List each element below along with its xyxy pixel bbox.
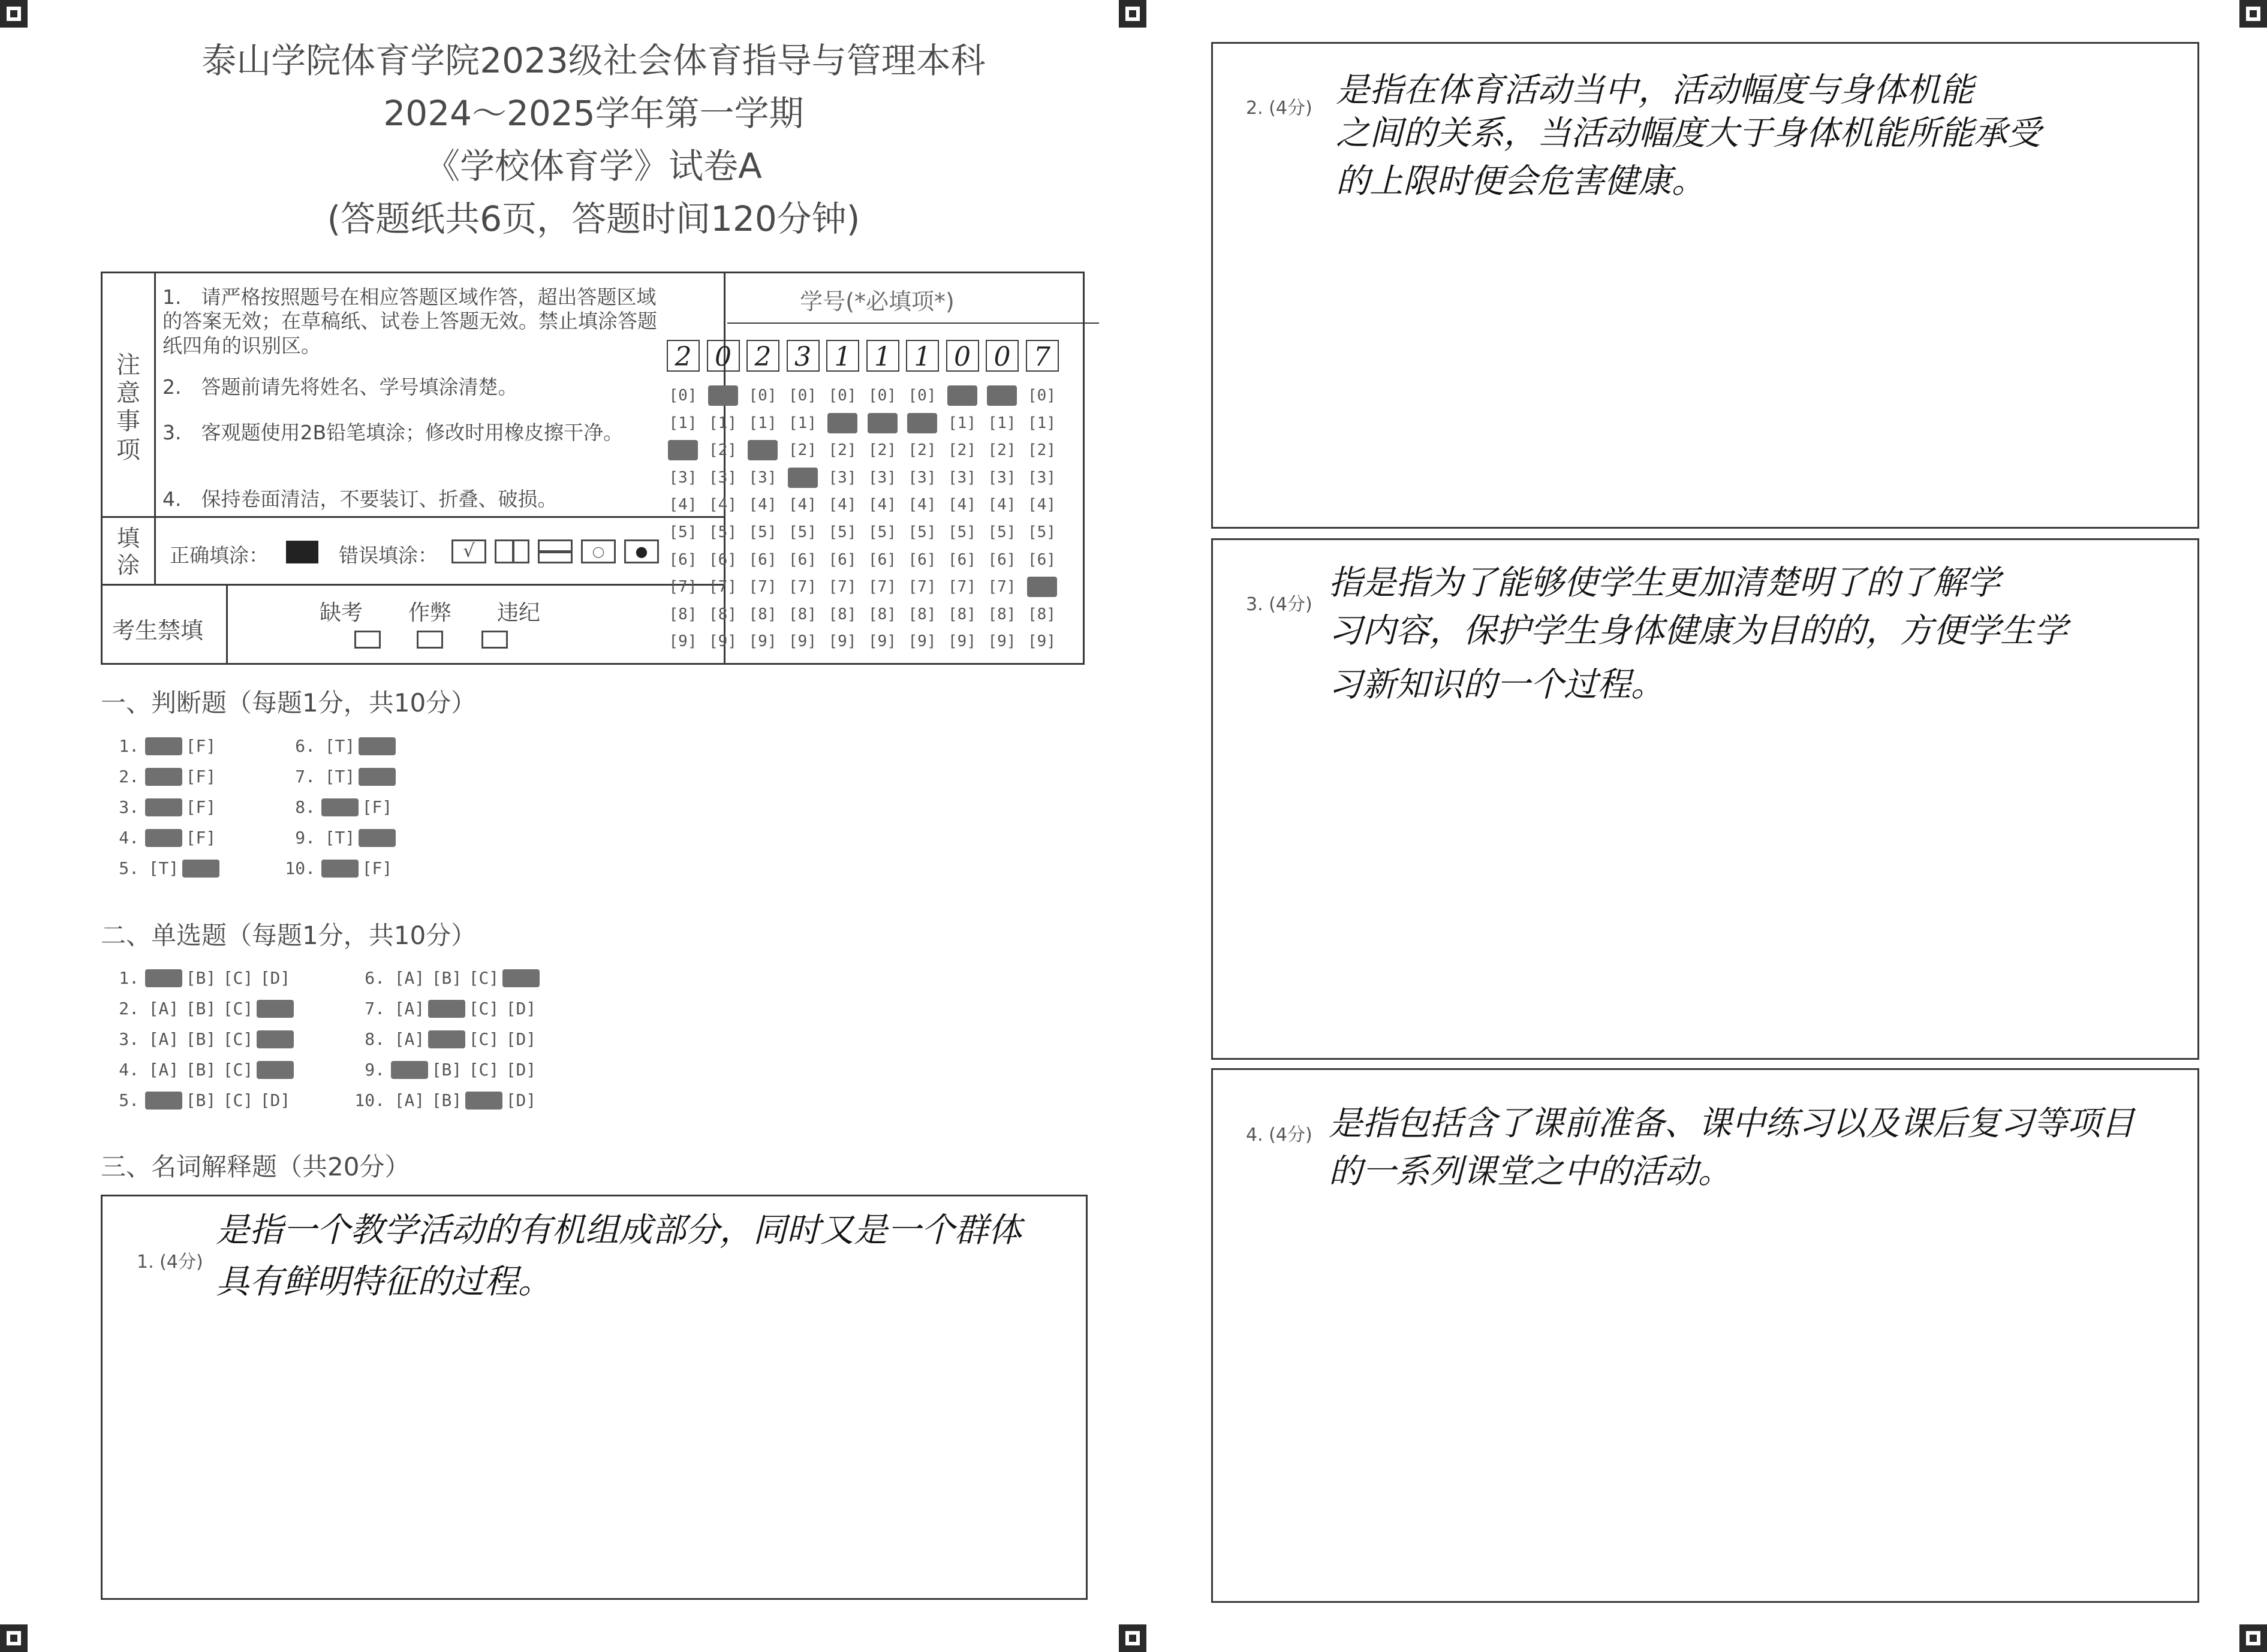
- answer-bubble[interactable]: [B]: [185, 968, 216, 988]
- answer-bubble[interactable]: [C]: [222, 1029, 254, 1049]
- fill-label: 填涂: [116, 525, 140, 578]
- student-id-bubble[interactable]: [7]: [748, 578, 777, 596]
- answer-row: [102, 857, 219, 879]
- answer-bubble[interactable]: [C]: [468, 1029, 499, 1049]
- answer-bubble[interactable]: [T]: [148, 858, 179, 878]
- wrong-fill-label: 错误填涂：: [339, 544, 438, 567]
- status-checkbox-absent[interactable]: [354, 631, 381, 649]
- student-id-bubble[interactable]: [8]: [748, 605, 777, 623]
- student-id-bubble[interactable]: [4]: [1028, 496, 1056, 514]
- answer-bubble[interactable]: [B]: [185, 1029, 216, 1049]
- wrong-fill-example: ●: [624, 539, 659, 563]
- student-id-bubble[interactable]: [9]: [669, 632, 697, 651]
- student-id-bubble[interactable]: [5]: [669, 523, 697, 541]
- wrong-fill-example: [495, 539, 529, 563]
- answer-bubble[interactable]: [F]: [362, 797, 393, 817]
- question-number: 1.: [119, 736, 139, 756]
- status-option-cheating: 作弊: [408, 601, 452, 625]
- student-id-bubble[interactable]: [0]: [788, 387, 817, 405]
- answer-row: [102, 1058, 294, 1081]
- student-id-bubble-filled[interactable]: [788, 468, 818, 488]
- corner-marker: [2239, 1624, 2267, 1652]
- answer-bubble[interactable]: [B]: [431, 1090, 462, 1110]
- student-id-bubble[interactable]: [5]: [709, 523, 737, 541]
- status-checkbox-violation[interactable]: [481, 631, 508, 649]
- student-id-bubble[interactable]: [3]: [828, 468, 857, 487]
- corner-marker: [1119, 0, 1146, 28]
- student-id-bubble[interactable]: [6]: [828, 550, 857, 569]
- question-number: 4.: [119, 828, 139, 848]
- answer-row: [278, 826, 396, 849]
- section2-title: 二、单选题（每题1分，共10分）: [101, 921, 477, 950]
- student-id-bubble[interactable]: [2]: [1028, 441, 1056, 460]
- student-id-bubble-filled[interactable]: [868, 413, 898, 433]
- question-number: 5.: [119, 1090, 139, 1110]
- student-id-bubble[interactable]: [6]: [1028, 550, 1056, 569]
- student-id-bubble-filled[interactable]: [748, 440, 778, 460]
- correct-fill-label: 正确填涂：: [170, 544, 269, 567]
- student-id-bubble[interactable]: [5]: [788, 523, 817, 541]
- student-id-bubble[interactable]: [3]: [1028, 468, 1056, 487]
- answer-bubble[interactable]: [C]: [468, 999, 499, 1018]
- student-id-bubble[interactable]: [9]: [988, 632, 1016, 651]
- question-number: 6.: [365, 968, 385, 988]
- handwritten-answer-line: 的上限时便会危害健康。: [1336, 163, 1705, 200]
- student-id-bubble[interactable]: [3]: [709, 468, 737, 487]
- student-id-digit-cell[interactable]: 1: [866, 340, 899, 372]
- student-id-bubble[interactable]: [1]: [748, 414, 777, 432]
- handwritten-answer-line: 之间的关系，当活动幅度大于身体机能所能承受: [1336, 115, 2041, 152]
- student-id-bubble[interactable]: [9]: [828, 632, 857, 651]
- question-number: 9.: [365, 1060, 385, 1080]
- student-id-bubble[interactable]: [9]: [908, 632, 937, 651]
- answer-bubble[interactable]: [D]: [505, 999, 537, 1018]
- question-number: 4.: [119, 1060, 139, 1080]
- answer-bubble[interactable]: [D]: [505, 1090, 537, 1110]
- student-id-bubble[interactable]: [5]: [748, 523, 777, 541]
- student-id-bubble[interactable]: [7]: [988, 578, 1016, 596]
- student-id-bubble[interactable]: [9]: [788, 632, 817, 651]
- answer-bubble[interactable]: [B]: [185, 1090, 216, 1110]
- question-number: 7.: [365, 999, 385, 1018]
- exam-title-line2: 2024～2025学年第一学期: [383, 93, 804, 134]
- student-id-digit-cell[interactable]: 2: [667, 340, 700, 372]
- student-id-bubble[interactable]: [8]: [788, 605, 817, 623]
- answer-bubble[interactable]: [T]: [324, 736, 356, 756]
- answer-bubble[interactable]: [A]: [394, 968, 425, 988]
- student-id-bubble[interactable]: [9]: [868, 632, 896, 651]
- answer-row: [102, 997, 294, 1020]
- answer-row: [102, 765, 219, 788]
- student-id-digit-cell[interactable]: 7: [1026, 340, 1059, 372]
- student-id-bubble[interactable]: [6]: [988, 550, 1016, 569]
- notice-item: 1. 请严格按照题号在相应答题区域作答，超出答题区域的答案无效；在草稿纸、试卷上答题无效。禁止填涂答题纸四角的识别区。: [162, 285, 657, 357]
- student-id-bubble[interactable]: [7]: [709, 578, 737, 596]
- answer-bubble[interactable]: [B]: [185, 999, 216, 1018]
- student-id-bubble[interactable]: [8]: [988, 605, 1016, 623]
- answer-bubble-filled[interactable]: [145, 829, 182, 847]
- student-id-digit-cell[interactable]: 3: [787, 340, 820, 372]
- student-id-bubble[interactable]: [4]: [908, 496, 937, 514]
- student-id-bubble[interactable]: [8]: [709, 605, 737, 623]
- answer-bubble[interactable]: [C]: [468, 1060, 499, 1080]
- correct-fill-example: [286, 541, 318, 563]
- answer-bubble[interactable]: [C]: [222, 999, 254, 1018]
- answer-bubble-filled[interactable]: [257, 1061, 294, 1079]
- answer-row: [102, 1089, 294, 1111]
- handwritten-answer-line: 指是指为了能够使学生更加清楚明了的了解学: [1329, 565, 2000, 602]
- answer-row: [348, 966, 540, 989]
- answer-bubble[interactable]: [B]: [431, 1060, 462, 1080]
- divider: [103, 584, 724, 586]
- answer-row: [102, 1027, 294, 1050]
- student-id-bubble-filled[interactable]: [668, 440, 698, 460]
- answer-row: [348, 1058, 540, 1081]
- question-number: 10.: [285, 858, 315, 878]
- corner-marker: [1119, 1624, 1146, 1652]
- student-id-title: 学号(*必填项*): [800, 288, 955, 315]
- answer-bubble-filled[interactable]: [145, 969, 182, 987]
- student-id-bubble[interactable]: [6]: [868, 550, 896, 569]
- question-number: 5.: [119, 858, 139, 878]
- answer-bubble[interactable]: [F]: [185, 767, 216, 786]
- student-id-bubble[interactable]: [7]: [908, 578, 937, 596]
- student-id-bubble[interactable]: [2]: [828, 441, 857, 460]
- student-id-bubble[interactable]: [4]: [988, 496, 1016, 514]
- student-id-bubble[interactable]: [9]: [948, 632, 976, 651]
- student-id-bubble[interactable]: [7]: [948, 578, 976, 596]
- question-number: 7.: [295, 767, 315, 786]
- student-id-bubble[interactable]: [7]: [828, 578, 857, 596]
- student-id-bubble[interactable]: [8]: [868, 605, 896, 623]
- answer-bubble-filled[interactable]: [145, 798, 182, 816]
- handwritten-answer-line: 习内容，保护学生身体健康为目的的，方便学生学: [1329, 613, 2067, 650]
- student-id-bubble[interactable]: [7]: [868, 578, 896, 596]
- corner-marker: [0, 0, 28, 28]
- student-id-bubble-filled[interactable]: [708, 385, 738, 406]
- divider: [727, 322, 1099, 324]
- student-id-bubble[interactable]: [2]: [709, 441, 737, 460]
- student-id-bubble[interactable]: [3]: [748, 468, 777, 487]
- student-id-bubble[interactable]: [4]: [868, 496, 896, 514]
- answer-row: [278, 765, 396, 788]
- exam-status-label: 考生禁填: [112, 617, 204, 644]
- answer-bubble-filled[interactable]: [502, 969, 540, 987]
- corner-marker: [0, 1624, 28, 1652]
- answer-bubble-filled[interactable]: [145, 1092, 182, 1110]
- student-id-bubble[interactable]: [3]: [988, 468, 1016, 487]
- question-number: 9.: [295, 828, 315, 848]
- student-id-bubble[interactable]: [1]: [948, 414, 976, 432]
- student-id-bubble[interactable]: [3]: [868, 468, 896, 487]
- wrong-fill-example: √: [451, 539, 486, 563]
- student-id-bubble-filled[interactable]: [987, 385, 1017, 406]
- answer-row: [102, 826, 219, 849]
- student-id-bubble[interactable]: [0]: [908, 387, 937, 405]
- question-number: 6.: [295, 736, 315, 756]
- answer-row: [278, 795, 396, 818]
- student-id-bubble-filled[interactable]: [1027, 577, 1057, 597]
- student-id-digit-cell[interactable]: 0: [986, 340, 1019, 372]
- handwritten-answer-line: 是指包括含了课前准备、课中练习以及课后复习等项目: [1329, 1105, 2134, 1142]
- answer-bubble-filled[interactable]: [391, 1061, 428, 1079]
- answer-bubble-filled[interactable]: [359, 737, 396, 755]
- student-id-bubble[interactable]: [4]: [748, 496, 777, 514]
- student-id-bubble[interactable]: [5]: [868, 523, 896, 541]
- handwritten-answer-line: 是指一个教学活动的有机组成部分，同时又是一个群体: [216, 1212, 1022, 1249]
- handwritten-answer-line: 习新知识的一个过程。: [1329, 667, 1664, 704]
- student-id-bubble[interactable]: [5]: [1028, 523, 1056, 541]
- answer-bubble[interactable]: [B]: [431, 968, 462, 988]
- student-id-bubble[interactable]: [3]: [669, 468, 697, 487]
- answer-bubble-filled[interactable]: [257, 1000, 294, 1018]
- student-id-bubble[interactable]: [6]: [908, 550, 937, 569]
- student-id-bubble[interactable]: [8]: [948, 605, 976, 623]
- status-checkbox-cheating[interactable]: [417, 631, 443, 649]
- student-id-bubble[interactable]: [7]: [669, 578, 697, 596]
- answer-row: [102, 966, 294, 989]
- student-id-bubble-filled[interactable]: [827, 413, 857, 433]
- student-id-bubble[interactable]: [1]: [669, 414, 697, 432]
- answer-bubble-filled[interactable]: [321, 860, 359, 878]
- student-id-bubble[interactable]: [2]: [988, 441, 1016, 460]
- answer-bubble-filled[interactable]: [465, 1092, 502, 1110]
- answer-bubble[interactable]: [F]: [185, 736, 216, 756]
- answer-row: [348, 1027, 540, 1050]
- answer-bubble[interactable]: [A]: [148, 1029, 179, 1049]
- notice-item: 2. 答题前请先将姓名、学号填涂清楚。: [162, 375, 518, 399]
- student-id-bubble[interactable]: [5]: [988, 523, 1016, 541]
- answer-bubble[interactable]: [A]: [394, 1090, 425, 1110]
- answer-bubble[interactable]: [D]: [260, 968, 291, 988]
- student-id-bubble[interactable]: [4]: [709, 496, 737, 514]
- question-number: 2. (4分): [1246, 98, 1312, 119]
- student-id-bubble[interactable]: [0]: [748, 387, 777, 405]
- divider: [226, 584, 228, 663]
- student-id-bubble[interactable]: [3]: [948, 468, 976, 487]
- answer-row: [348, 1089, 540, 1111]
- student-id-bubble[interactable]: [0]: [868, 387, 896, 405]
- divider: [103, 516, 724, 518]
- student-id-bubble[interactable]: [6]: [748, 550, 777, 569]
- question-number: 8.: [295, 797, 315, 817]
- student-id-bubble[interactable]: [6]: [788, 550, 817, 569]
- answer-bubble[interactable]: [A]: [394, 1029, 425, 1049]
- handwritten-answer-line: 具有鲜明特征的过程。: [216, 1264, 552, 1301]
- student-id-bubble[interactable]: [2]: [868, 441, 896, 460]
- answer-bubble-filled[interactable]: [145, 768, 182, 786]
- question-number: 3.: [119, 1029, 139, 1049]
- answer-bubble-filled[interactable]: [145, 737, 182, 755]
- answer-bubble[interactable]: [A]: [394, 999, 425, 1018]
- answer-bubble[interactable]: [C]: [222, 968, 254, 988]
- answer-bubble[interactable]: [F]: [185, 797, 216, 817]
- student-id-bubble[interactable]: [8]: [908, 605, 937, 623]
- answer-bubble[interactable]: [C]: [222, 1090, 254, 1110]
- student-id-bubble[interactable]: [6]: [709, 550, 737, 569]
- answer-row: [348, 997, 540, 1020]
- student-id-bubble[interactable]: [4]: [669, 496, 697, 514]
- student-id-bubble[interactable]: [0]: [1028, 387, 1056, 405]
- answer-row: [278, 734, 396, 757]
- answer-bubble[interactable]: [B]: [185, 1060, 216, 1080]
- exam-title-line1: 泰山学院体育学院2023级社会体育指导与管理本科: [201, 40, 986, 81]
- answer-bubble[interactable]: [T]: [324, 767, 356, 786]
- handwritten-answer-line: 是指在体育活动当中，活动幅度与身体机能: [1336, 72, 1974, 109]
- corner-marker: [2239, 0, 2267, 28]
- student-id-bubble[interactable]: [1]: [709, 414, 737, 432]
- student-id-bubble[interactable]: [1]: [988, 414, 1016, 432]
- student-id-bubble[interactable]: [7]: [788, 578, 817, 596]
- section3-title: 三、名词解释题（共20分）: [101, 1152, 410, 1181]
- student-id-bubble[interactable]: [9]: [709, 632, 737, 651]
- student-id-bubble[interactable]: [8]: [1028, 605, 1056, 623]
- wrong-fill-example: ○: [581, 539, 616, 563]
- answer-bubble[interactable]: [D]: [260, 1090, 291, 1110]
- notice-label: 注意事项: [116, 351, 140, 464]
- answer-bubble-filled[interactable]: [428, 1000, 465, 1018]
- question-number: 2.: [119, 999, 139, 1018]
- question-number: 1.: [119, 968, 139, 988]
- student-id-digit-cell[interactable]: 2: [746, 340, 779, 372]
- answer-bubble-filled[interactable]: [182, 860, 219, 878]
- answer-bubble[interactable]: [A]: [148, 999, 179, 1018]
- student-id-digit-cell[interactable]: 1: [906, 340, 939, 372]
- answer-bubble[interactable]: [F]: [185, 828, 216, 848]
- answer-bubble[interactable]: [D]: [505, 1060, 537, 1080]
- student-id-digit-cell[interactable]: 1: [826, 340, 859, 372]
- student-id-bubble[interactable]: [2]: [908, 441, 937, 460]
- student-id-bubble-filled[interactable]: [907, 413, 937, 433]
- answer-bubble[interactable]: [C]: [222, 1060, 254, 1080]
- student-id-bubble[interactable]: [4]: [788, 496, 817, 514]
- wrong-fill-example: [538, 539, 573, 563]
- answer-row: [102, 734, 219, 757]
- question-number: 2.: [119, 767, 139, 786]
- student-id-bubble[interactable]: [1]: [788, 414, 817, 432]
- question-number: 1. (4分): [137, 1252, 203, 1273]
- student-id-digit-cell[interactable]: 0: [946, 340, 979, 372]
- answer-bubble-filled[interactable]: [321, 798, 359, 816]
- notice-item: 3. 客观题使用2B铅笔填涂；修改时用橡皮擦干净。: [162, 421, 624, 444]
- student-id-bubble[interactable]: [5]: [828, 523, 857, 541]
- student-id-bubble[interactable]: [2]: [948, 441, 976, 460]
- handwritten-answer-line: 的一系列课堂之中的活动。: [1329, 1153, 1732, 1190]
- student-id-digit-cell[interactable]: 0: [707, 340, 740, 372]
- question-number: 10.: [354, 1090, 385, 1110]
- answer-bubble[interactable]: [T]: [324, 828, 356, 848]
- student-id-bubble-filled[interactable]: [947, 385, 977, 406]
- student-id-bubble[interactable]: [4]: [948, 496, 976, 514]
- student-id-bubble[interactable]: [5]: [948, 523, 976, 541]
- student-id-bubble[interactable]: [6]: [669, 550, 697, 569]
- student-id-bubble[interactable]: [6]: [948, 550, 976, 569]
- student-id-bubble[interactable]: [0]: [828, 387, 857, 405]
- answer-bubble[interactable]: [C]: [468, 968, 499, 988]
- student-id-bubble[interactable]: [3]: [908, 468, 937, 487]
- answer-row: [278, 857, 396, 879]
- answer-bubble-filled[interactable]: [359, 829, 396, 847]
- answer-bubble-filled[interactable]: [359, 768, 396, 786]
- question-number: 4. (4分): [1246, 1125, 1312, 1145]
- question-number: 8.: [365, 1029, 385, 1049]
- status-option-violation: 违纪: [497, 601, 541, 625]
- answer-row: [102, 795, 219, 818]
- student-id-bubble[interactable]: [8]: [669, 605, 697, 623]
- student-id-bubble[interactable]: [5]: [908, 523, 937, 541]
- answer-bubble[interactable]: [F]: [362, 858, 393, 878]
- section1-title: 一、判断题（每题1分，共10分）: [101, 688, 477, 718]
- notice-item: 4. 保持卷面清洁，不要装订、折叠、破损。: [162, 487, 558, 511]
- exam-title-line4: (答题纸共6页，答题时间120分钟): [327, 198, 860, 239]
- answer-bubble-filled[interactable]: [257, 1030, 294, 1048]
- exam-title-line3: 《学校体育学》试卷A: [425, 146, 762, 186]
- question-number: 3.: [119, 797, 139, 817]
- answer-bubble-filled[interactable]: [428, 1030, 465, 1048]
- student-id-bubble[interactable]: [1]: [1028, 414, 1056, 432]
- student-id-bubble[interactable]: [9]: [748, 632, 777, 651]
- question-number: 3. (4分): [1246, 594, 1312, 615]
- answer-bubble[interactable]: [D]: [505, 1029, 537, 1049]
- student-id-bubble[interactable]: [2]: [788, 441, 817, 460]
- status-option-absent: 缺考: [320, 601, 363, 625]
- divider: [154, 273, 156, 584]
- answer-bubble[interactable]: [A]: [148, 1060, 179, 1080]
- student-id-bubble[interactable]: [0]: [669, 387, 697, 405]
- student-id-bubble[interactable]: [4]: [828, 496, 857, 514]
- student-id-bubble[interactable]: [9]: [1028, 632, 1056, 651]
- student-id-bubble[interactable]: [8]: [828, 605, 857, 623]
